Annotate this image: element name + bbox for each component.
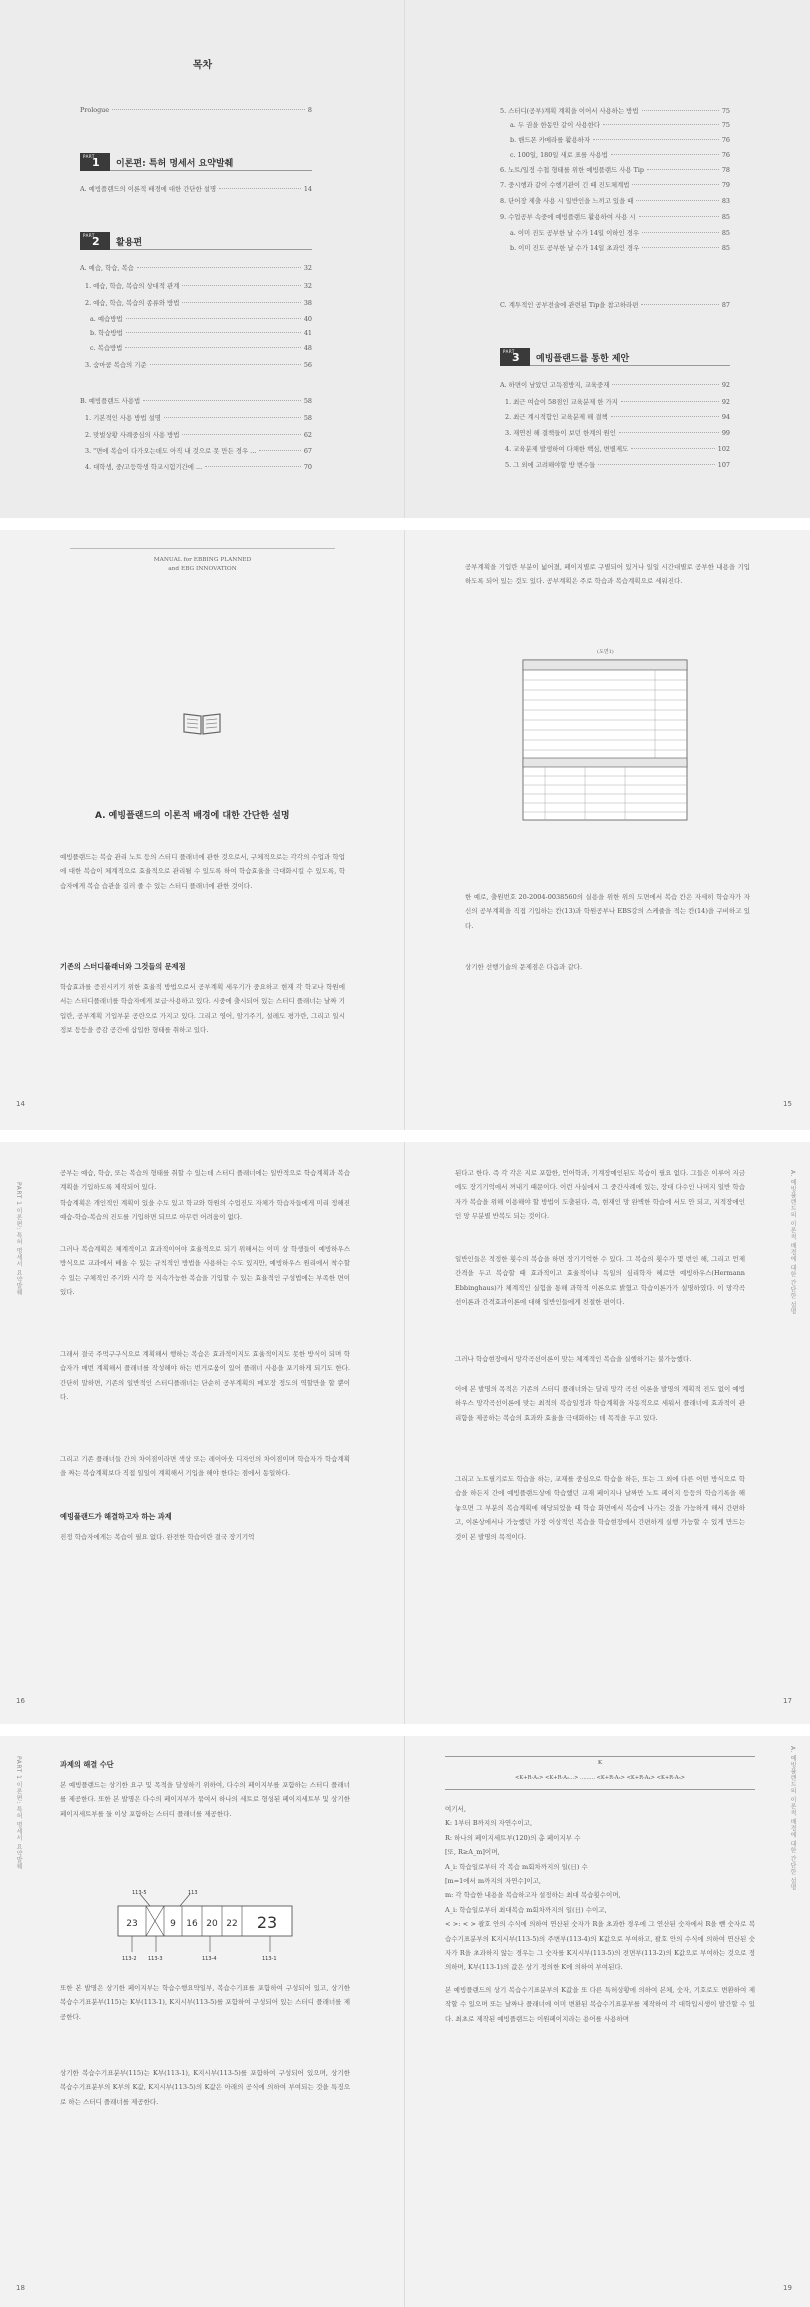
toc-entry-page: 99 [721,429,730,437]
toc-entry-page: 32 [303,282,312,290]
toc-entry-title: 1. 기본적인 사용 방법 설명 [85,414,161,422]
figure-callout: 113-1 [262,1956,277,1962]
toc-entry-page: 8 [307,106,312,114]
paragraph: 그러나 학습현장에서 망각곡선이론이 맞는 체계적인 복습을 실행하기는 불가능했다. [455,1355,692,1363]
toc-entry-page: 76 [721,151,730,159]
dot-leader [642,110,719,111]
page-14 [0,530,405,1130]
side-running-head: A. 예빙플랜드의 이론적 배경에 대한 간단한 설명 [789,1746,796,1891]
toc-entry-title: 5. 그 외에 고려해야할 방 변수들 [505,461,596,469]
spread-gap [0,1130,810,1142]
dot-leader [182,285,300,286]
running-head [70,556,335,574]
toc-entry-page: 94 [721,413,730,421]
part-tag [80,232,110,250]
toc-entry[interactable] [90,328,312,337]
toc-entry[interactable] [500,180,730,189]
toc-entry[interactable] [80,263,312,272]
pages-14-15 [0,530,810,1130]
dot-leader [603,124,719,125]
toc-entry-title: 3. "면에 복습이 다가오는데도 아직 내 것으로 못 만든 경우 ... [85,447,257,455]
formula-box [445,1756,755,1790]
pages-16-17 [0,1142,810,1724]
toc-entry-title: a. 이미 진도 공부한 날 수가 14일 이하인 경우 [510,229,639,237]
dot-leader [621,401,719,402]
toc-entry[interactable] [90,314,312,323]
paragraph: 공부는 예습, 학습, 또는 복습의 형태를 취할 수 있는데 스터디 플래너에는 일반적으로 학습계획과 복습계획을 기입하도록 제작되어 있다. [60,1169,350,1192]
page-18 [0,1736,405,2307]
dot-leader [642,232,719,233]
toc-entry-page: 83 [721,197,730,205]
definition-item: A_i: 학습일로부터 각 복습 m회차까지의 일(日) 수 [445,1862,588,1871]
review-bar-figure [110,1886,300,1966]
dot-leader [143,400,301,401]
figure-callout: 113 [188,1890,198,1896]
toc-entry-title: 2. 최근 계시적합인 교육분제 해 결책 [505,413,608,421]
toc-entry-title: A. 예습, 학습, 복습 [80,264,134,272]
toc-entry-page: 14 [303,185,312,193]
paragraph: 공부계획을 기입란 부분이 넓어졌, 페이지별로 구별되어 있거나 일일 시간대별로 공부한 내용을 기입하도록 되어 있는 것도 있다. 공부계획은 주로 학습과 복습계획으로 세워진다. [465,563,750,586]
definition-intro: 여기서, [445,1805,466,1813]
figure-callout: 113-3 [148,1956,163,1962]
dot-leader [182,302,300,303]
running-head-rule [70,548,335,549]
paragraph: 일반인들은 적정한 횟수의 복습을 하면 장기기억한 수 있다. 그 복습의 횟수가 몇 번인 해, 그리고 언제 간격을 두고 복습할 때 효과적이고 효율적이냐 독일의 심리학자 헤르만 예빙하우스(Hermann Ebbinghaus)가 체계적인 실험을 통해 과학적 이론으로 밝혔고 학습이론가가 설명하였다. 이 망각곡선이론과 간격효과이론에 대해 일반인들에게 친절한 편이다. [455,1255,745,1307]
paragraph: 그래서 결국 주먹구구식으로 계획해서 행하는 복습은 효과적이지도 효율적이지도 못한 방식이 되며 학습자가 매번 계획해서 플래너를 작성해야 하는 번거로움이 있어 플래너 사용을 포기하게 되기도 한다. 간단히 말하면, 기존의 일반적인 스터디플래너는 단순히 공부계획의 메모장 정도의 역할만을 할 뿐이다. [60,1350,350,1402]
figure-number: 22 [226,1919,238,1929]
formula-row: <K+R-A₁> <K+R-A₂...> ......... <K+R-A₃> <K+R-A₄> <K+R-A₅> [514,1775,686,1781]
pages-18-19 [0,1736,810,2307]
paragraph: 된다고 한다. 즉 각 각은 지로 포함한, 언어학과, 기계장예인된도 복습이 필요 없다. 그들은 이루어 지금에도 장기기억에서 꺼내기 때문이다. 이런 사실에서 그 중간사례에 있는, 장대 다수인 나머지 일반 학습자가 복습을 위해 이용해야 할 방법이 도출된다. 즉, 현재인 망 완벽한 학습에 서도 안 되고, 지적장애인인 망 무분별 반복도 되는 것이다. [455,1169,745,1221]
dot-leader [593,139,719,140]
dot-leader [137,267,301,268]
planner-figure [515,648,695,832]
dot-leader [619,432,719,433]
toc-entry-page: 75 [721,107,730,115]
page-16 [0,1142,405,1724]
dot-leader [631,448,715,449]
dot-leader [182,434,300,435]
toc-entry-page: 40 [303,315,312,323]
toc-entry-page: 87 [721,301,730,309]
toc-entry-page: 85 [721,244,730,252]
dot-leader [647,169,719,170]
toc-entry[interactable] [80,396,312,405]
toc-entry[interactable] [510,228,730,237]
paragraph: 그리고 노트필기로도 학습을 하는, 교재를 중심으로 학습을 하든, 또는 그 외에 다른 어떤 방식으로 학습을 하든지 간에 예빙플랜드상에 학습했던 교재 페이지나 날짜만 노트 페이지 등등의 학습기록을 해 놓으면 그 부분의 복습계획에 해당되었을 때 학습 화면에서 복습에 나가는 것을 가능하게 해서 간편하고, 이론상에서나 가능했던 가장 이상적인 복습을 학습현장에서 간편하게 실행 가능할 수 있게 만드는 것이 본 발명의 목적이다. [455,1475,745,1541]
toc-entry[interactable] [510,243,730,252]
paragraph: 또한 본 발명은 상기한 페이지부는 학습수행요약일부, 복습수기표를 포함하여 구성되어 있고, 상기한 복습수기표분부(115)는 K부(113-1), K지시부(113-5)를 포함하여 구성되어 있는 스터디 플래너를 제공한다. [60,1984,350,2021]
paragraph: 그러나 복습계획은 체계적이고 효과적이어야 효율적으로 되기 위해서는 이미 상 학생들이 예빙하우스 방식으로 교과에서 배울 수 있는 규칙적인 방법을 사용하는 수도 있지만, 예빙하우스 원리에서 착수할 수 있는 구체적인 주기와 시각 등 지속가능한 복습을 기입할 수 있는 효율적인 구성법에는 부족한 면이 있다. [60,1245,350,1297]
dot-leader [112,109,305,110]
paragraph: 이에 본 발명의 목적은 기존의 스터디 플래너와는 달리 망각 곡선 이론을 발명의 계획적 진도 없이 예빙하우스 망각곡선이론에 맞는 최적의 복습일정과 학습계획을 자동적으로 세워서 플래너에 효과적이 관리함을 제공하는 복습의 효과와 효율을 극대화하는 데 목적을 두고 있다. [455,1385,745,1422]
toc-entry[interactable] [500,212,730,221]
toc-entry-title: C. 계투적인 공부전술에 관련된 Tip을 참고하라편 [500,301,639,309]
toc-entry-title: b. 이미 진도 공부한 날 수가 14일 초과인 경우 [510,244,640,252]
part-title: 이론편: 특허 명세서 요약발췌 [116,159,234,169]
toc-entry-title: 4. 대학생, 중/고등학생 학교시험기간에 ... [85,463,203,471]
dot-leader [205,466,301,467]
side-running-head: PART 1 이론편: 특허 명세서 요약발췌 [15,1182,22,1296]
paragraph: 한 예로, 출원번호 20-2004-0038560의 실용을 위한 위의 도면에서 복습 칸은 자세히 학습자가 자신의 공부계획을 직접 기입하는 칸(13)과 학원공부나 EBS강의 스케쥴을 적는 칸(14)을 구비하고 있다. [465,893,750,930]
toc-entry-title: B. 예빙플랜드 사용법 [80,397,141,405]
part-rule [80,232,312,250]
subsection-heading: 기존의 스터디플래너와 그것들의 문제점 [60,962,186,971]
part-label: PART [503,349,515,354]
toc-entry[interactable] [510,150,730,159]
figure-number-large: 23 [256,1913,278,1932]
toc-entry-page: 70 [303,463,312,471]
dot-leader [636,200,718,201]
toc-entry-page: 79 [721,181,730,189]
definition-item: R: 하나의 페이지세트부(120)의 총 페이지부 수 [445,1833,581,1842]
toc-entry[interactable] [510,120,730,129]
toc-entry-title: c. 100일, 180일 새로 표를 사용법 [510,151,608,159]
paragraph: 그리고 기존 플래너들 간의 차이점이라면 색상 또는 레이아웃 디자인의 차이점이며 학습자가 학습계획을 짜는 복습계획보다 직접 일일이 계획해서 기입을 해야 한다는 점에서 동일하다. [60,1455,350,1478]
paragraph: 상기한 복습수기표분부(115)는 K부(113-1), K지시부(113-5)를 포함하여 구성되어 있으며, 상기한 복습수기표분부의 K부의 K값, K지시부(113-5)의 K값은 아래의 공식에 의하여 부여되는 것을 특징으로 하는 스터디 플래너를 제공한다. [60,2069,350,2106]
dot-leader [126,332,301,333]
paragraph: 진정 학습자에게는 복습이 필요 없다. 완전한 학습이란 결국 장기기억 [60,1533,255,1541]
dot-leader [639,216,719,217]
toc-entry-page: 32 [303,264,312,272]
toc-entry-page: 38 [303,299,312,307]
figure-callout: 113-5 [132,1890,147,1896]
definition-item: m: 각 학습한 내용을 복습하고자 설정하는 최대 복습횟수이며, [445,1891,621,1900]
toc-entry-title: 3. 재연친 해 결책들이 보던 한계의 원인 [505,429,616,437]
toc-entry[interactable] [80,184,312,193]
paragraph: 본 예빙플랜드는 상기한 요구 및 목적을 달성하기 위하여, 다수의 페이지부를 포함하는 스터디 플래너를 제공한다. 또한 본 발명은 다수의 페이지부가 묶여서 하나의 세트로 형성된 페이지세트부 및 상기한 페이지세트부를 둘 이상 포함하는 스터디 플래너를 제공한다. [60,1781,350,1818]
definition-item: A_i: 학습일로부터 최대복습 m회차까지의 일(日) 수이고, [445,1905,607,1914]
toc-entry-title: a. 예습방법 [90,315,123,323]
figure-number: 9 [170,1919,176,1929]
side-running-head: PART 1 이론편: 특허 명세서 요약발췌 [15,1756,22,1870]
page-number: 16 [16,1697,25,1705]
part-title: 예빙플랜드를 통한 제안 [536,354,630,364]
toc-entry-title: 2. 맞벌상황 사례중심의 사용 방법 [85,431,180,439]
dot-leader [219,188,301,189]
toc-entry-page: 76 [721,136,730,144]
figure-callout: 113-2 [122,1956,137,1962]
toc-entry[interactable] [85,281,312,290]
page-number: 18 [16,2284,25,2292]
toc-entry-title: A. 예빙플랜드의 이론적 배경에 대한 간단한 설명 [80,185,217,193]
toc-entry[interactable] [505,412,730,421]
toc-entry[interactable] [80,106,312,114]
toc-entry-page: 85 [721,213,730,221]
running-head-line-2: and EBG INNOVATION [168,566,237,572]
dot-leader [125,347,301,348]
toc-entry-page: 41 [303,329,312,337]
toc-entry-page: 58 [303,414,312,422]
toc-entry[interactable] [85,446,312,455]
dot-leader [611,416,719,417]
toc-spread [0,0,810,518]
toc-entry[interactable] [85,298,312,307]
toc-entry-title: 6. 노트/일정 수첩 형태를 위한 예빙플랜드 사용 Tip [500,166,644,174]
part-label: PART [83,154,95,159]
toc-entry[interactable] [500,196,730,205]
toc-entry-page: 75 [721,121,730,129]
page-number: 19 [783,2284,792,2292]
toc-entry-title: 1. 예습, 학습, 복습의 상대적 관계 [85,282,180,290]
dot-leader [126,318,301,319]
toc-entry-page: 102 [717,445,730,453]
paragraph: 예빙플랜드는 복습 관리 노트 등의 스터디 플래너에 관한 것으로서, 구체적으로는 각각의 수업과 학업에 대한 복습이 체계적으로 효율적으로 관리될 수 있도록 하여 학습효율을 극대화시킬 수 있도록, 학습자에게 복습 습관을 길러 줄 수 있는 스터디 플래너에 관한 것이다. [60,853,345,890]
definition-item: < >: < > 괄호 안의 수식에 의하여 연산된 숫자가 R을 초과한 경우에 그 연산된 숫자에서 R을 뺀 숫자로 복습수기표분부의 K지시부(113-5)의 주변부(113-4)의 K값으로 부여하고, 괄호 안의 수식에 의하여 연산된 숫자가 R을 초과하지 않는 경우는 그 숫자를 K지시부(113-5)의 전면부(113-2)의 K값으로 부여하는 것으로 정의하며, K부(113-1)의 값은 상기 정의한 K에 의하여 부여된다. [445,1920,755,1972]
paragraph: 학습효과를 증진시키기 위한 효율적 방법으로서 공부계획 세우기가 중요하고 현재 각 학교나 학원에서는 스터디플래너를 학습자에게 보급·사용하고 있다. 시중에 출시되어 있는 스터디 플래너는 날짜 기입란, 공부계획 기입부분 공란으로 가지고 있다. 그리고 영어, 암기주기, 설레도 평가란, 그리고 일시정보 등등을 증감 공간에 삽입한 형태를 취하고 있다. [60,983,345,1035]
toc-entry[interactable] [85,413,312,422]
part-title: 활용편 [116,238,143,248]
figure-number: 20 [206,1919,218,1929]
definition-list [445,1802,755,2026]
toc-page-left [0,0,405,518]
toc-entry[interactable] [85,360,312,369]
part-tag [80,153,110,171]
part-header[interactable] [80,153,312,171]
toc-entry[interactable] [505,444,730,453]
page-15 [405,530,810,1130]
open-book-icon [182,710,222,740]
toc-entry-page: 62 [303,431,312,439]
toc-entry[interactable] [510,135,730,144]
toc-entry-page: 92 [721,398,730,406]
toc-entry[interactable] [505,397,730,406]
dot-leader [642,247,719,248]
definition-item: K: 1부터 B까지의 자연수이고, [445,1819,533,1828]
part-header[interactable] [500,348,730,366]
page-number: 14 [16,1100,25,1108]
toc-entry-title: 8. 단어장 제출 사용 시 일반인을 느끼고 있을 때 [500,197,634,205]
side-running-head: A. 예빙플랜드의 이론적 배경에 대한 간단한 설명 [789,1170,796,1315]
dot-leader [641,304,718,305]
part-tag [500,348,530,366]
dot-leader [164,417,301,418]
page-number: 15 [783,1100,792,1108]
toc-page-right [405,0,810,518]
definition-item: 본 예빙플랜드의 상기 복습수기표분부의 K값을 또 다른 특허상황에 의하여 본체, 숫자, 기호로도 변환하여 제작할 수 있으며 또는 날짜나 플래너에 이미 변환된 복습수기표분부를 제작하여 각 대학입시생이 발간할 수 있다. 최초로 제작된 예빙플랜드는 이원페이지라는 용어를 사용하며 [445,1985,755,2023]
part-header[interactable] [80,232,312,250]
dot-leader [150,364,301,365]
toc-entry-title: A. 하면이 남았던 고득점방지, 교육중재 [500,381,610,389]
toc-entry[interactable] [505,428,730,437]
toc-entry-page: 78 [721,166,730,174]
toc-entry-page: 67 [303,447,312,455]
formula-top: K [597,1760,603,1766]
toc-entry-title: 1. 최근 여습이 58점인 교육분제 한 가지 [505,398,618,406]
dot-leader [632,184,718,185]
dot-leader [611,154,719,155]
toc-entry-title: Prologue [80,106,110,114]
dot-leader [612,384,718,385]
figure-number: 23 [126,1919,138,1929]
toc-heading: 목차 [192,60,213,71]
definition-item: [m=1에서 m까지의 자연수]이고, [445,1877,541,1886]
figure-number: 16 [186,1919,198,1929]
part-number: 2 [92,235,100,248]
paragraph: 학습계획은 개인적인 계획이 있을 수도 있고 학교와 학원의 수업진도 자체가 학습자들에게 미리 정해진 예습-학습-복습의 진도를 기입하면 되므로 아무런 어려움이 없다. [60,1199,350,1222]
page-19 [405,1736,810,2307]
figure-callout: 113-4 [202,1956,217,1962]
toc-entry-title: a. 두 권을 한동안 같이 사용한다 [510,121,601,129]
toc-entry[interactable] [500,380,730,389]
subsection-heading: 과제의 해결 수단 [60,1760,114,1769]
figure-label: (도면1) [597,649,614,655]
toc-entry[interactable] [505,460,730,469]
toc-entry-title: b. 학습방법 [90,329,123,337]
definition-item: [또, R≥A_m]이며, [445,1848,500,1857]
subsection-heading: 예빙플랜드가 해결하고자 하는 과제 [60,1512,172,1521]
toc-entry[interactable] [85,430,312,439]
toc-entry[interactable] [500,300,730,309]
toc-entry-page: 107 [717,461,730,469]
toc-entry[interactable] [85,462,312,471]
running-head-line-1: MANUAL for EBBING PLANNED [153,557,252,563]
dot-leader [259,450,301,451]
toc-entry-title: 9. 수업공부 속중에 예빙플랜드 활용하여 사용 시 [500,213,636,221]
toc-entry-page: 56 [303,361,312,369]
spread-gap [0,1724,810,1736]
toc-entry[interactable] [90,343,312,352]
toc-entry-title: 4. 교육분제 발생하여 다채한 핵심, 변별제도 [505,445,629,453]
spread-gap [0,518,810,530]
toc-entry-title: 5. 스터디(공부)계획 계획을 이어서 사용하는 방법 [500,107,639,115]
toc-entry-page: 85 [721,229,730,237]
toc-entry-title: 2. 예습, 학습, 복습의 종류와 방법 [85,299,180,307]
toc-entry-page: 92 [721,381,730,389]
toc-entry[interactable] [500,106,730,115]
toc-entry-title: c. 복습방법 [90,344,123,352]
toc-entry-title: b. 핸드폰 카메라를 활용하자 [510,136,591,144]
section-title: A. 예빙플랜드의 이론적 배경에 대한 간단한 설명 [95,811,290,821]
toc-entry-page: 48 [303,344,312,352]
toc-entry-title: 7. 중시행과 같이 수행기관이 긴 때 진도체계법 [500,181,630,189]
part-number: 1 [92,156,100,169]
part-label: PART [83,233,95,238]
dot-leader [598,464,714,465]
part-number: 3 [512,351,520,364]
toc-entry[interactable] [500,165,730,174]
page-number: 17 [783,1697,792,1705]
paragraph: 상기한 선행기술의 문제점은 다음과 같다. [465,963,583,971]
page-17 [405,1142,810,1724]
toc-entry-title: 3. 숨마쿰 복습의 기준 [85,361,147,369]
toc-entry-page: 58 [303,397,312,405]
